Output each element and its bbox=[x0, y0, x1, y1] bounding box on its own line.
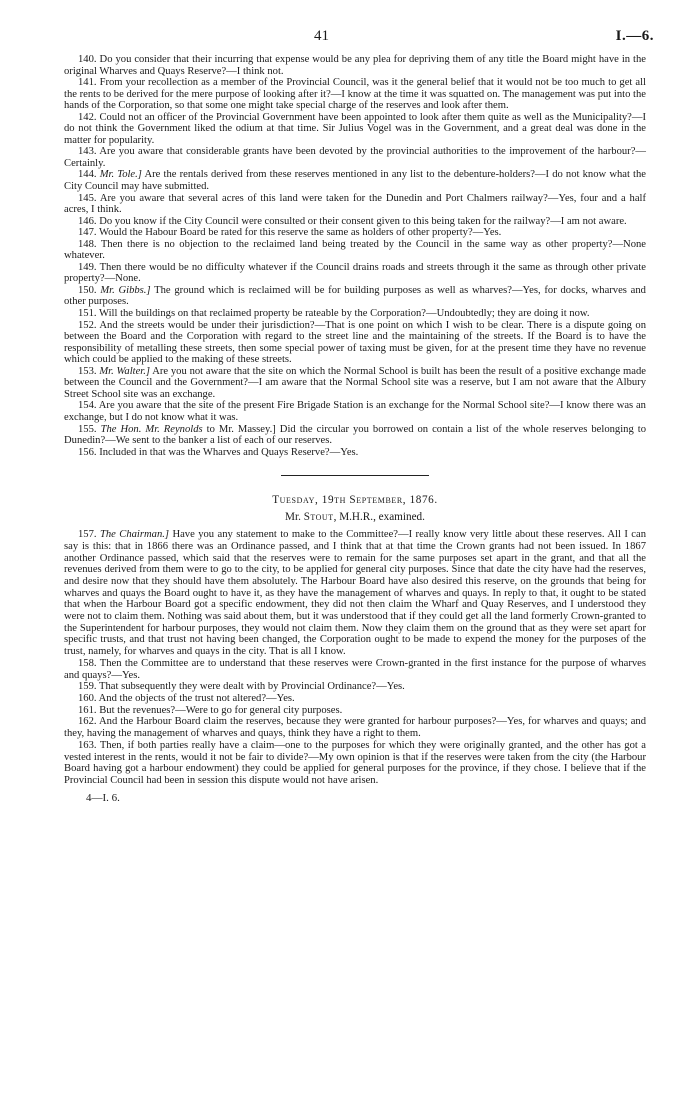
question-number: 158. bbox=[78, 657, 97, 669]
question-number: 153. bbox=[78, 365, 97, 377]
question-text: Have you any statement to make to the Committee?—I really know very little about these reserves. All I can say is this: that in 1866 there was an Ordinance passed, and I think that at that time the Crown grants had not been issued. In 1867 another Ordinance passed, which said that the reserves were to remain for the same purposes set apart in the grant, and that all the revenues derived from them were to go to the city, to be applied for general city purposes. Since that date the city have had the reserves, and desire now that they should have them absolutely. The Harbour Board have also desired this reserve, on the grounds that being for wharves and quays the Board ought to have it, as they have the management of wharves and quays. In reply to that, it ought to be stated that when the Harbour Board got a specific endowment, they did not then claim the Wharf and Quay Reserves, and I understood they were not to claim them. Nothing was said about them, but it was understood that if they could get all the land formerly Crown-granted to the Superintendent for harbour purposes, they would not claim them. Now they claim them on the ground that as they were set apart for specific trusts, and that trust not having been changed, the Corporation ought to be made to expend the money for the purposes of the trust, namely, for wharves and quays in the city. That is all I know. bbox=[64, 529, 646, 658]
question-text: Then the Committee are to understand that these reserves were Crown-granted in the first instance for the purpose of wharves and quays?—Yes. bbox=[64, 657, 646, 681]
question-text: The ground which is reclaimed will be for building purposes as well as wharves?—Yes, for docks, wharves and other purposes. bbox=[64, 284, 646, 308]
question-150 bbox=[64, 285, 646, 308]
question-161 bbox=[64, 705, 646, 717]
question-156 bbox=[64, 447, 646, 459]
question-number: 155. bbox=[78, 423, 97, 435]
question-text: Then, if both parties really have a claim—one to the purposes for which they were originally granted, and the other has got a vested interest in the rents, would it not be fair to divide?—My own opinion is that if the reserves were taken from the city (the Harbour Board having got a harbour endowment) they could be applied for general purposes for the province, if they chose. I believe that if the Provincial Council had been in session this dispute would not have arisen. bbox=[64, 739, 646, 786]
page-number: 41 bbox=[314, 28, 329, 44]
witness-suffix: , M.H.R., examined. bbox=[333, 511, 425, 524]
question-140 bbox=[64, 54, 646, 77]
question-number: 160. bbox=[78, 692, 97, 704]
question-text: That subsequently they were dealt with by Provincial Ordinance?—Yes. bbox=[99, 681, 405, 693]
question-151 bbox=[64, 308, 646, 320]
question-text: Are you aware that considerable grants have been devoted by the provincial authorities to the improvement of the harbour?—Certainly. bbox=[64, 146, 646, 169]
document-page bbox=[64, 28, 654, 804]
testimony-section-stout bbox=[64, 529, 646, 786]
question-154 bbox=[64, 400, 646, 423]
question-text: Are you aware that several acres of this land were taken for the Dunedin and Port Chalmers railway?—Yes, four and a half acres, I think. bbox=[64, 192, 646, 216]
question-number: 162. bbox=[78, 716, 97, 728]
question-text: Included in that was the Wharves and Quays Reserve?—Yes. bbox=[99, 446, 359, 458]
question-number: 161. bbox=[78, 704, 97, 716]
question-text: Do you consider that their incurring that expense would be any plea for depriving them of any title the Board might have in the original Wharves and Quays Reserve?—I think not. bbox=[64, 54, 646, 77]
question-number: 143. bbox=[78, 146, 97, 158]
question-text: Then there would be no difficulty whatever if the Council drains roads and streets through it the same as through other private property?—None. bbox=[64, 261, 646, 285]
question-text: From your recollection as a member of the Provincial Council, was it the general belief that it would not be too much to get all the rents to be derived for the mere purpose of looking after it?—I know at the time it was squatted on. The management was put into the hands of the Corporation, so that some one might take special charge of the reserves and look after them. bbox=[64, 77, 646, 112]
speaker-label: Mr. Gibbs.] bbox=[100, 284, 151, 296]
document-reference: I.—6. bbox=[615, 28, 654, 44]
question-number: 142. bbox=[78, 111, 97, 123]
question-159 bbox=[64, 681, 646, 693]
question-157 bbox=[64, 529, 646, 658]
section-divider bbox=[281, 475, 429, 476]
question-number: 145. bbox=[78, 192, 97, 204]
question-text: And the streets would be under their jurisdiction?—That is one point on which I wish to be clear. There is a dispute going on between the Board and the Corporation with regard to the street line and the maintaining of the streets. If the Board is to have the responsibility of metalling these streets, then some special power of taxing must be given, for at the present time they have no revenue which could be applied to the making of these streets. bbox=[64, 319, 646, 366]
question-text: And the Harbour Board claim the reserves, because they were granted for harbour purposes?—Yes, for wharves and quays; and they, having the management of wharves and quays, think they have a right to them. bbox=[64, 716, 646, 740]
question-text: But the revenues?—Were to go for general city purposes. bbox=[99, 704, 343, 716]
question-text: Then there is no objection to the reclaimed land being treated by the Council in the same way as other property?—None whatever. bbox=[64, 238, 646, 262]
question-149 bbox=[64, 262, 646, 285]
question-number: 152. bbox=[78, 319, 97, 331]
question-155 bbox=[64, 424, 646, 447]
question-number: 154. bbox=[78, 400, 97, 412]
question-152 bbox=[64, 320, 646, 366]
question-number: 150. bbox=[78, 284, 97, 296]
speaker-label: Mr. Tole.] bbox=[99, 169, 142, 181]
question-145 bbox=[64, 193, 646, 216]
question-143 bbox=[64, 146, 646, 169]
witness-heading bbox=[64, 511, 646, 523]
question-148 bbox=[64, 239, 646, 262]
question-163 bbox=[64, 740, 646, 787]
question-160 bbox=[64, 693, 646, 705]
testimony-section-continued bbox=[64, 54, 646, 458]
question-number: 144. bbox=[78, 169, 97, 181]
question-number: 163. bbox=[78, 739, 97, 751]
speaker-label: The Chairman.] bbox=[99, 529, 170, 541]
question-number: 159. bbox=[78, 681, 97, 693]
speaker-label: The Hon. Mr. Reynolds bbox=[100, 423, 203, 435]
question-number: 147. bbox=[78, 227, 97, 239]
question-text: Do you know if the City Council were consulted or their consent given to this being taken for the railway?—I am not aware. bbox=[99, 215, 627, 227]
question-number: 148. bbox=[78, 238, 97, 250]
question-number: 151. bbox=[78, 308, 97, 320]
question-text: Could not an officer of the Provincial Government have been appointed to look after them quite as well as the Municipality?—I do not think the Government liked the odium at that time. Sir Julius Vogel was in the Government, and a great deal was done in the matter for popularity. bbox=[64, 111, 647, 146]
question-158 bbox=[64, 658, 646, 681]
question-144 bbox=[64, 169, 646, 192]
question-147 bbox=[64, 227, 646, 239]
speaker-label: Mr. Walter.] bbox=[99, 365, 151, 377]
witness-name: Stout bbox=[303, 511, 334, 524]
question-153 bbox=[64, 366, 646, 401]
signature-mark: 4—I. 6. bbox=[86, 791, 120, 804]
page-header bbox=[64, 28, 654, 54]
witness-prefix: Mr. bbox=[285, 511, 301, 524]
question-146 bbox=[64, 216, 646, 228]
question-number: 141. bbox=[78, 77, 97, 89]
question-text: Are you aware that the site of the present Fire Brigade Station is an exchange for the Normal School site?—I know there was an exchange, but I do not know what it was. bbox=[64, 400, 646, 423]
question-text: And the objects of the trust not altered?—Yes. bbox=[98, 692, 295, 704]
sitting-heading bbox=[64, 494, 646, 523]
question-text: Did the circular you borrowed on contain a list of the whole reserves belonging to Dunedin?—We sent to the banker a list of each of our reserves. bbox=[64, 423, 646, 447]
speaker-suffix: to Mr. Massey.] bbox=[206, 423, 276, 435]
sitting-date: Tuesday, 19th September, 1876. bbox=[272, 494, 438, 507]
question-text: Would the Habour Board be rated for this reserve the same as holders of other property?—Yes. bbox=[99, 227, 502, 239]
question-number: 156. bbox=[78, 446, 97, 458]
question-text: Are the rentals derived from these reserves mentioned in any list to the debenture-holders?—I do not know what the City Council may have submitted. bbox=[64, 169, 646, 193]
question-number: 140. bbox=[78, 54, 97, 65]
question-number: 149. bbox=[78, 261, 97, 273]
question-162 bbox=[64, 716, 646, 739]
question-142 bbox=[64, 112, 646, 147]
question-text: Will the buildings on that reclaimed property be rateable by the Corporation?—Undoubtedly; they are doing it now. bbox=[99, 308, 590, 320]
question-141 bbox=[64, 77, 646, 112]
question-text: Are you not aware that the site on which the Normal School is built has been the result of a positive exchange made between the Council and the Government?—I am aware that the Normal School site was a reserve, but I am not aware that the Albury Street School site was an exchange. bbox=[64, 365, 646, 400]
question-number: 146. bbox=[78, 215, 97, 227]
question-number: 157. bbox=[78, 529, 97, 541]
